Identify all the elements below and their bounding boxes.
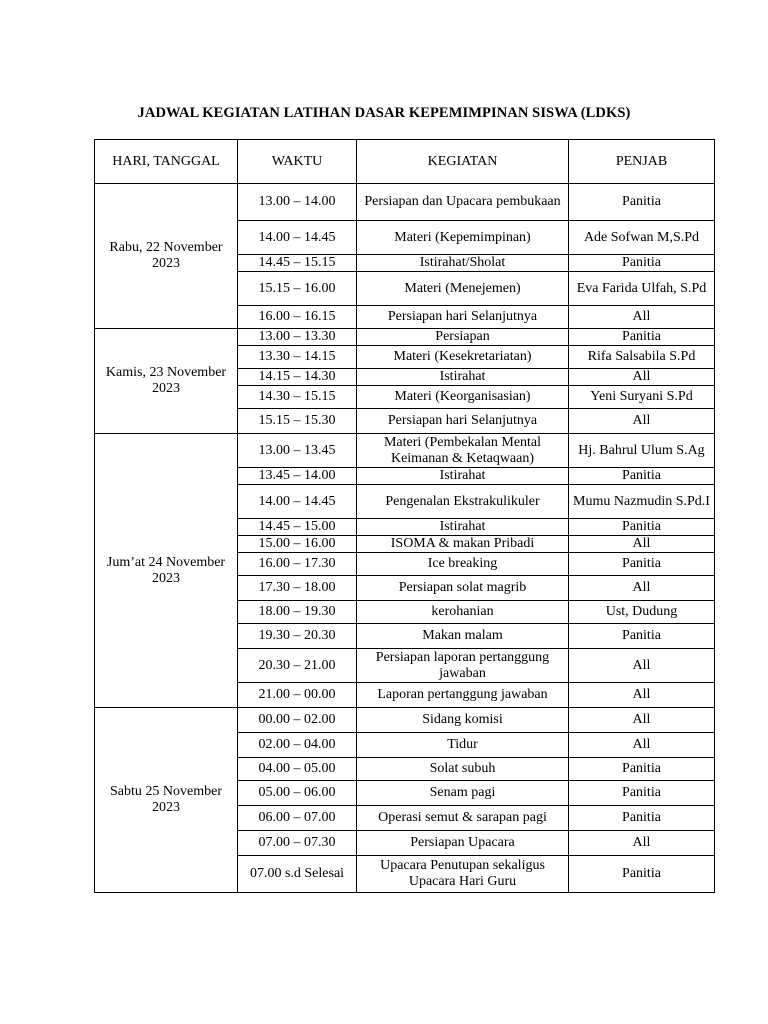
time-cell: 18.00 – 19.30 xyxy=(238,601,357,624)
pic-cell: Panitia xyxy=(569,553,715,576)
time-cell: 16.00 – 16.15 xyxy=(238,306,357,329)
pic-cell: Hj. Bahrul Ulum S.Ag xyxy=(569,434,715,468)
time-cell: 21.00 – 00.00 xyxy=(238,683,357,708)
pic-cell: Panitia xyxy=(569,758,715,781)
pic-cell: All xyxy=(569,708,715,733)
time-cell: 14.00 – 14.45 xyxy=(238,485,357,519)
pic-cell: Eva Farida Ulfah, S.Pd xyxy=(569,272,715,306)
activity-cell: Persiapan solat magrib xyxy=(357,576,569,601)
pic-cell: All xyxy=(569,409,715,434)
time-cell: 14.30 – 15.15 xyxy=(238,386,357,409)
activity-cell: Persiapan xyxy=(357,329,569,346)
activity-cell: Ice breaking xyxy=(357,553,569,576)
time-cell: 14.00 – 14.45 xyxy=(238,221,357,255)
pic-cell: All xyxy=(569,306,715,329)
time-cell: 13.00 – 14.00 xyxy=(238,184,357,221)
table-row xyxy=(95,329,715,346)
activity-cell: Operasi semut & sarapan pagi xyxy=(357,806,569,831)
time-cell: 15.00 – 16.00 xyxy=(238,536,357,553)
activity-cell: Solat subuh xyxy=(357,758,569,781)
time-cell: 07.00 – 07.30 xyxy=(238,831,357,856)
table-row xyxy=(95,708,715,733)
activity-cell: Materi (Menejemen) xyxy=(357,272,569,306)
time-cell: 14.15 – 14.30 xyxy=(238,369,357,386)
pic-cell: Panitia xyxy=(569,781,715,806)
time-cell: 04.00 – 05.00 xyxy=(238,758,357,781)
pic-cell: All xyxy=(569,733,715,758)
header-time: WAKTU xyxy=(238,140,357,184)
time-cell: 15.15 – 16.00 xyxy=(238,272,357,306)
pic-cell: All xyxy=(569,831,715,856)
activity-cell: Pengenalan Ekstrakulikuler xyxy=(357,485,569,519)
day-cell: Rabu, 22 November 2023 xyxy=(95,184,238,329)
activity-cell: Istirahat xyxy=(357,519,569,536)
time-cell: 05.00 – 06.00 xyxy=(238,781,357,806)
time-cell: 07.00 s.d Selesai xyxy=(238,856,357,893)
time-cell: 14.45 – 15.00 xyxy=(238,519,357,536)
pic-cell: Panitia xyxy=(569,806,715,831)
time-cell: 02.00 – 04.00 xyxy=(238,733,357,758)
day-cell: Jum’at 24 November 2023 xyxy=(95,434,238,708)
activity-cell: Senam pagi xyxy=(357,781,569,806)
time-cell: 13.30 – 14.15 xyxy=(238,346,357,369)
pic-cell: Panitia xyxy=(569,856,715,893)
time-cell: 16.00 – 17.30 xyxy=(238,553,357,576)
time-cell: 19.30 – 20.30 xyxy=(238,624,357,649)
pic-cell: Panitia xyxy=(569,624,715,649)
time-cell: 15.15 – 15.30 xyxy=(238,409,357,434)
pic-cell: Panitia xyxy=(569,468,715,485)
day-cell: Kamis, 23 November 2023 xyxy=(95,329,238,434)
table-row xyxy=(95,434,715,468)
pic-cell: All xyxy=(569,683,715,708)
activity-cell: Persiapan dan Upacara pembukaan xyxy=(357,184,569,221)
pic-cell: Panitia xyxy=(569,255,715,272)
activity-cell: kerohanian xyxy=(357,601,569,624)
document-title: JADWAL KEGIATAN LATIHAN DASAR KEPEMIMPINAN SISWA (LDKS) xyxy=(137,105,631,121)
activity-cell: Makan malam xyxy=(357,624,569,649)
activity-cell: Istirahat xyxy=(357,468,569,485)
pic-cell: Panitia xyxy=(569,329,715,346)
time-cell: 00.00 – 02.00 xyxy=(238,708,357,733)
pic-cell: Ust, Dudung xyxy=(569,601,715,624)
activity-cell: Materi (Kesekretariatan) xyxy=(357,346,569,369)
activity-cell: Sidang komisi xyxy=(357,708,569,733)
time-cell: 13.45 – 14.00 xyxy=(238,468,357,485)
pic-cell: Rifa Salsabila S.Pd xyxy=(569,346,715,369)
activity-cell: Tidur xyxy=(357,733,569,758)
activity-cell: Materi (Keorganisasian) xyxy=(357,386,569,409)
activity-cell: Materi (Pembekalan Mental Keimanan & Ketaqwaan) xyxy=(357,434,569,468)
activity-cell: Istirahat/Sholat xyxy=(357,255,569,272)
pic-cell: Mumu Nazmudin S.Pd.I xyxy=(569,485,715,519)
activity-cell: Persiapan laporan pertanggung jawaban xyxy=(357,649,569,683)
header-pic: PENJAB xyxy=(569,140,715,184)
time-cell: 13.00 – 13.30 xyxy=(238,329,357,346)
time-cell: 06.00 – 07.00 xyxy=(238,806,357,831)
pic-cell: All xyxy=(569,536,715,553)
activity-cell: Upacara Penutupan sekaligus Upacara Hari Guru xyxy=(357,856,569,893)
pic-cell: All xyxy=(569,649,715,683)
schedule-body xyxy=(95,184,715,893)
time-cell: 14.45 – 15.15 xyxy=(238,255,357,272)
pic-cell: Panitia xyxy=(569,519,715,536)
header-row xyxy=(95,140,715,184)
activity-cell: Istirahat xyxy=(357,369,569,386)
activity-cell: Materi (Kepemimpinan) xyxy=(357,221,569,255)
header-activity: KEGIATAN xyxy=(357,140,569,184)
pic-cell: Panitia xyxy=(569,184,715,221)
pic-cell: All xyxy=(569,369,715,386)
time-cell: 20.30 – 21.00 xyxy=(238,649,357,683)
day-cell: Sabtu 25 November 2023 xyxy=(95,708,238,893)
activity-cell: Laporan pertanggung jawaban xyxy=(357,683,569,708)
pic-cell: Yeni Suryani S.Pd xyxy=(569,386,715,409)
pic-cell: All xyxy=(569,576,715,601)
time-cell: 17.30 – 18.00 xyxy=(238,576,357,601)
schedule-table xyxy=(94,139,715,893)
activity-cell: Persiapan hari Selanjutnya xyxy=(357,409,569,434)
time-cell: 13.00 – 13.45 xyxy=(238,434,357,468)
activity-cell: Persiapan hari Selanjutnya xyxy=(357,306,569,329)
activity-cell: ISOMA & makan Pribadi xyxy=(357,536,569,553)
table-row xyxy=(95,184,715,221)
header-day: HARI, TANGGAL xyxy=(95,140,238,184)
activity-cell: Persiapan Upacara xyxy=(357,831,569,856)
pic-cell: Ade Sofwan M,S.Pd xyxy=(569,221,715,255)
